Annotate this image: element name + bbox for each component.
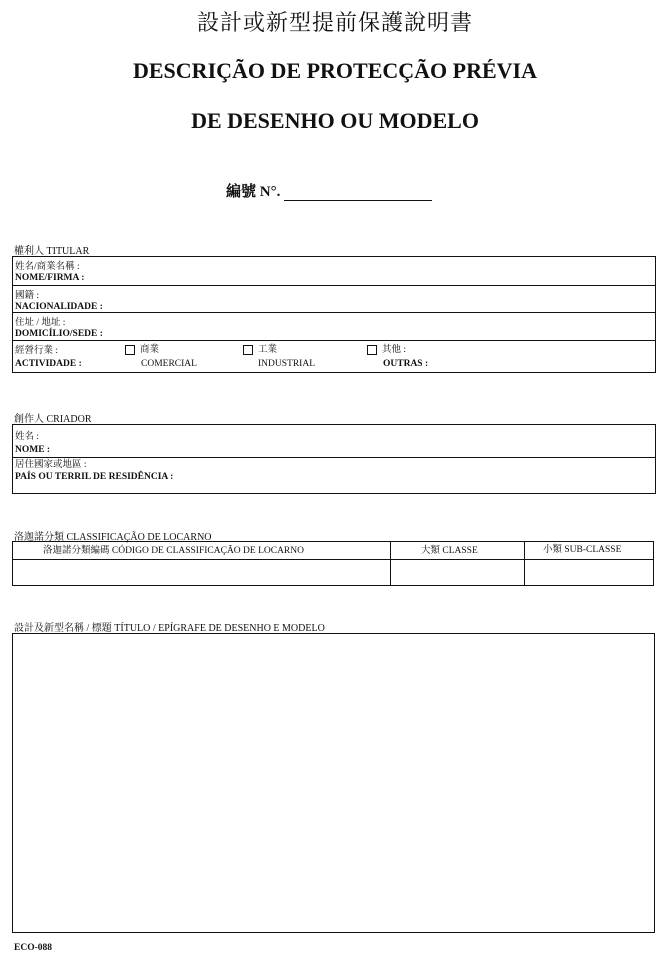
titular-address-zh: 住址 / 地址 : <box>15 318 66 328</box>
titular-address-pt: DOMICÍLIO/SEDE : <box>15 329 103 339</box>
titular-activity-row <box>13 341 655 372</box>
titulo-textarea[interactable] <box>12 633 655 933</box>
document-number-field[interactable] <box>284 186 432 201</box>
criador-name-row[interactable] <box>13 425 655 458</box>
outras-checkbox[interactable] <box>367 345 377 355</box>
locarno-col-class: 大類 CLASSE <box>421 546 478 556</box>
criador-section-label: 創作人 CRIADOR <box>14 414 92 425</box>
outras-label-pt: OUTRAS : <box>383 359 429 369</box>
titular-address-row[interactable] <box>13 313 655 341</box>
titular-nationality-zh: 國籍 : <box>15 291 40 301</box>
comercial-checkbox[interactable] <box>125 345 135 355</box>
titulo-section-label: 設計及新型名稱 / 標題 TÍTULO / EPÍGRAFE DE DESENHO E MODELO <box>14 623 325 634</box>
criador-name-zh: 姓名 : <box>15 432 40 442</box>
locarno-header-row <box>13 542 653 560</box>
titular-section-label: 權利人 TITULAR <box>14 246 90 257</box>
locarno-col-subclass: 小類 SUB-CLASSE <box>543 545 622 555</box>
locarno-class-field[interactable] <box>390 559 525 585</box>
titular-box <box>12 256 656 373</box>
criador-country-pt: PAÍS OU TERRIL DE RESIDÊNCIA : <box>15 472 174 482</box>
locarno-col-subclass-cell <box>524 542 653 559</box>
locarno-code-field[interactable] <box>13 559 390 585</box>
locarno-table <box>12 541 654 586</box>
outras-label-zh: 其他 : <box>382 345 407 355</box>
titular-nationality-row[interactable] <box>13 286 655 313</box>
comercial-label-zh: 商業 <box>140 345 160 355</box>
titular-name-row[interactable] <box>13 257 655 286</box>
title-chinese: 設計或新型提前保護說明書 <box>196 11 473 36</box>
title-portuguese-line2: DE DESENHO OU MODELO <box>191 108 479 133</box>
activity-option-comercial[interactable] <box>125 344 159 356</box>
title-portuguese-line1: DESCRIÇÃO DE PROTECÇÃO PRÉVIA <box>133 58 537 83</box>
titular-activity-zh: 經營行業 : <box>15 346 59 356</box>
titular-nationality-pt: NACIONALIDADE : <box>15 302 103 312</box>
activity-option-industrial[interactable] <box>243 344 277 356</box>
document-number <box>226 180 432 201</box>
industrial-label-pt: INDUSTRIAL <box>258 359 315 369</box>
activity-option-outras[interactable] <box>367 344 406 356</box>
criador-name-pt: NOME : <box>15 445 51 455</box>
locarno-subclass-field[interactable] <box>524 559 653 585</box>
locarno-col-class-cell <box>390 542 524 559</box>
form-code: ECO-088 <box>14 943 52 953</box>
comercial-label-pt: COMERCIAL <box>141 359 197 369</box>
locarno-col-code: 洛迦諾分類編碼 CÓDIGO DE CLASSIFICAÇÃO DE LOCARNO <box>43 546 304 556</box>
titular-name-zh: 姓名/商業名稱 : <box>15 262 80 272</box>
industrial-checkbox[interactable] <box>243 345 253 355</box>
locarno-section-label: 洛迦諾分類 CLASSIFICAÇÃO DE LOCARNO <box>14 532 212 543</box>
titular-activity-pt: ACTIVIDADE : <box>15 359 82 369</box>
criador-country-zh: 居住國家或地區 : <box>15 460 87 470</box>
document-number-label: 編號 N°. <box>226 184 281 200</box>
titular-name-pt: NOME/FIRMA : <box>15 273 85 283</box>
criador-country-row[interactable] <box>13 458 655 493</box>
industrial-label-zh: 工業 <box>258 345 278 355</box>
criador-box <box>12 424 656 494</box>
